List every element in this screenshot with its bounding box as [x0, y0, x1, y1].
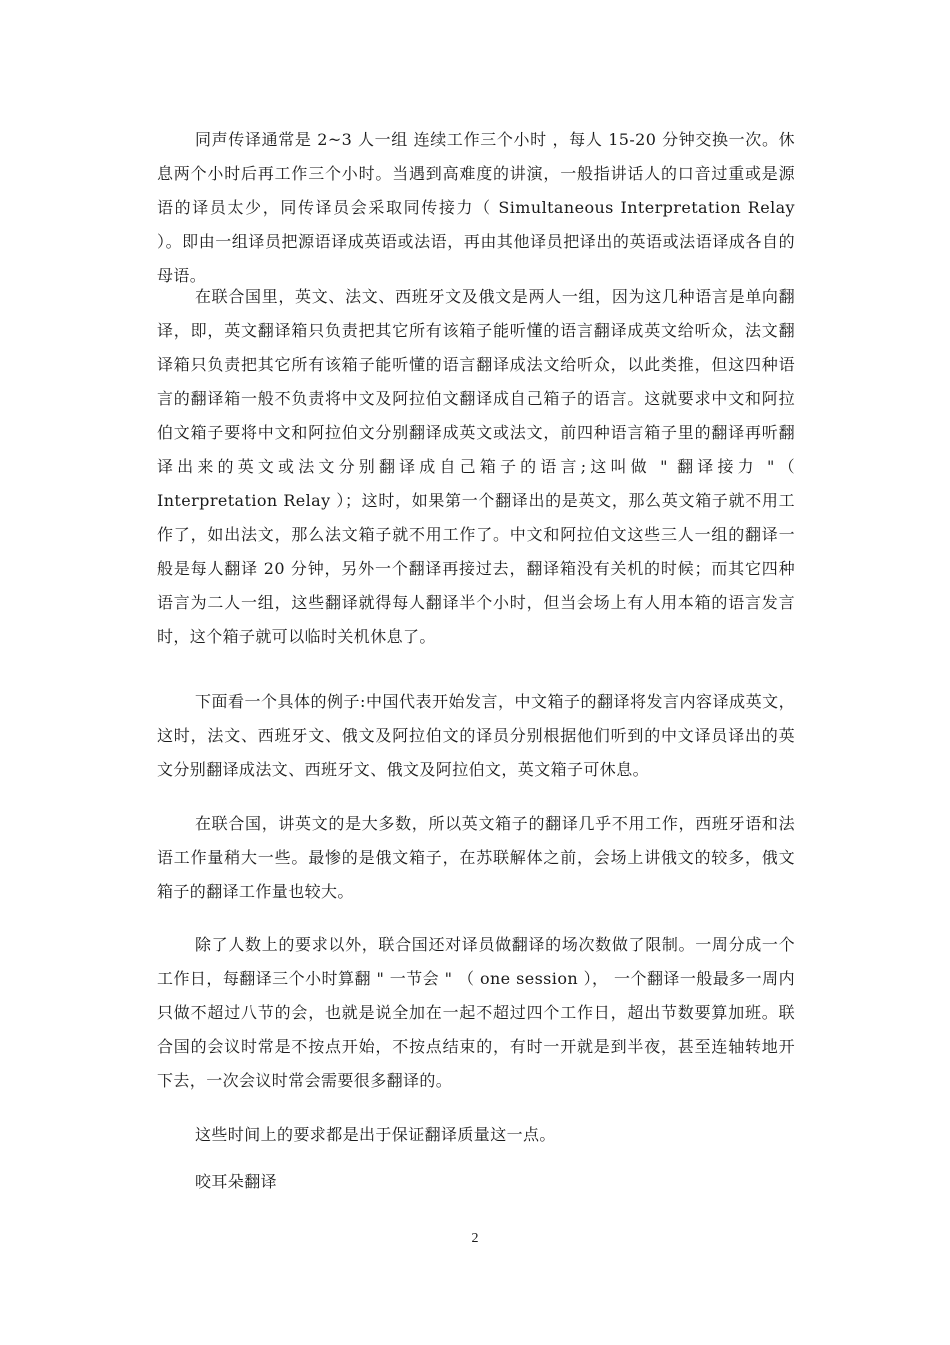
paragraph-text: 咬耳朵翻译: [195, 1172, 278, 1191]
paragraph-un-language-booths: [157, 280, 795, 654]
paragraph-example: [157, 685, 795, 787]
paragraph-session-limits: [157, 928, 795, 1098]
paragraph-text: 在联合国里，英文、法文、西班牙文及俄文是两人一组，因为这几种语言是单向翻译，即，英文翻译箱只负责把其它所有该箱子能听懂的语言翻译成英文给听众，法文翻译箱只负责把其它所有该箱子能听懂的语言翻译成法文给听众，以此类推，但这四种语言的翻译箱一般不负责将中文及阿拉伯文翻译成自己箱子的语言。这就要求中文和阿拉伯文箱子要将中文和阿拉伯文分别翻译成英文或法文，前四种语言箱子里的翻译再听翻译出来的英文或法文分别翻译成自己箱子的语言;这叫做 " 翻译接力 "（ Interpretation Relay ）；这时，如果第一个翻译出的是英文，那么英文箱子就不用工作了，如出法文，那么法文箱子就不用工作了。中文和阿拉伯文这些三人一组的翻译一般是每人翻译 20 分钟，另外一个翻译再接过去，翻译箱没有关机的时候；而其它四种语言为二人一组，这些翻译就得每人翻译半个小时，但当会场上有人用本箱的语言发言时，这个箱子就可以临时关机休息了。: [157, 287, 795, 646]
paragraph-text: 除了人数上的要求以外，联合国还对译员做翻译的场次数做了限制。一周分成一个工作日，每翻译三个小时算翻 " 一节会 " （ one session ）， 一个翻译一般最多一周内只做不超过八节的会，也就是说全加在一起不超过四个工作日，超出节数要算加班。联合国的会议时常是不按点开始，不按点结束的，有时一开就是到半夜，甚至连轴转地开下去，一次会议时常会需要很多翻译的。: [157, 935, 795, 1090]
page-number: 2: [471, 1231, 479, 1246]
paragraph-simultaneous-interpretation-shifts: [157, 123, 795, 293]
section-heading-whisper-interpretation: [157, 1165, 795, 1199]
paragraph-text: 这些时间上的要求都是出于保证翻译质量这一点。: [195, 1125, 556, 1144]
paragraph-text: 下面看一个具体的例子:中国代表开始发言，中文箱子的翻译将发言内容译成英文，这时，法文、西班牙文、俄文及阿拉伯文的译员分别根据他们听到的中文译员译出的英文分别翻译成法文、西班牙文、俄文及阿拉伯文，英文箱子可休息。: [157, 692, 795, 779]
paragraph-quality-note: [157, 1118, 795, 1152]
paragraph-text: 在联合国，讲英文的是大多数，所以英文箱子的翻译几乎不用工作，西班牙语和法语工作量稍大一些。最惨的是俄文箱子，在苏联解体之前，会场上讲俄文的较多，俄文箱子的翻译工作量也较大。: [157, 814, 795, 901]
paragraph-text: 同声传译通常是 2~3 人一组 连续工作三个小时 ，每人 15-20 分钟交换一次。休息两个小时后再工作三个小时。当遇到高难度的讲演，一般指讲话人的口音过重或是源语的译员太少，同传译员会采取同传接力（ Simultaneous Interpretation Relay ）。即由一组译员把源语译成英语或法语，再由其他译员把译出的英语或法语译成各自的母语。: [157, 130, 795, 285]
paragraph-workload: [157, 807, 795, 909]
